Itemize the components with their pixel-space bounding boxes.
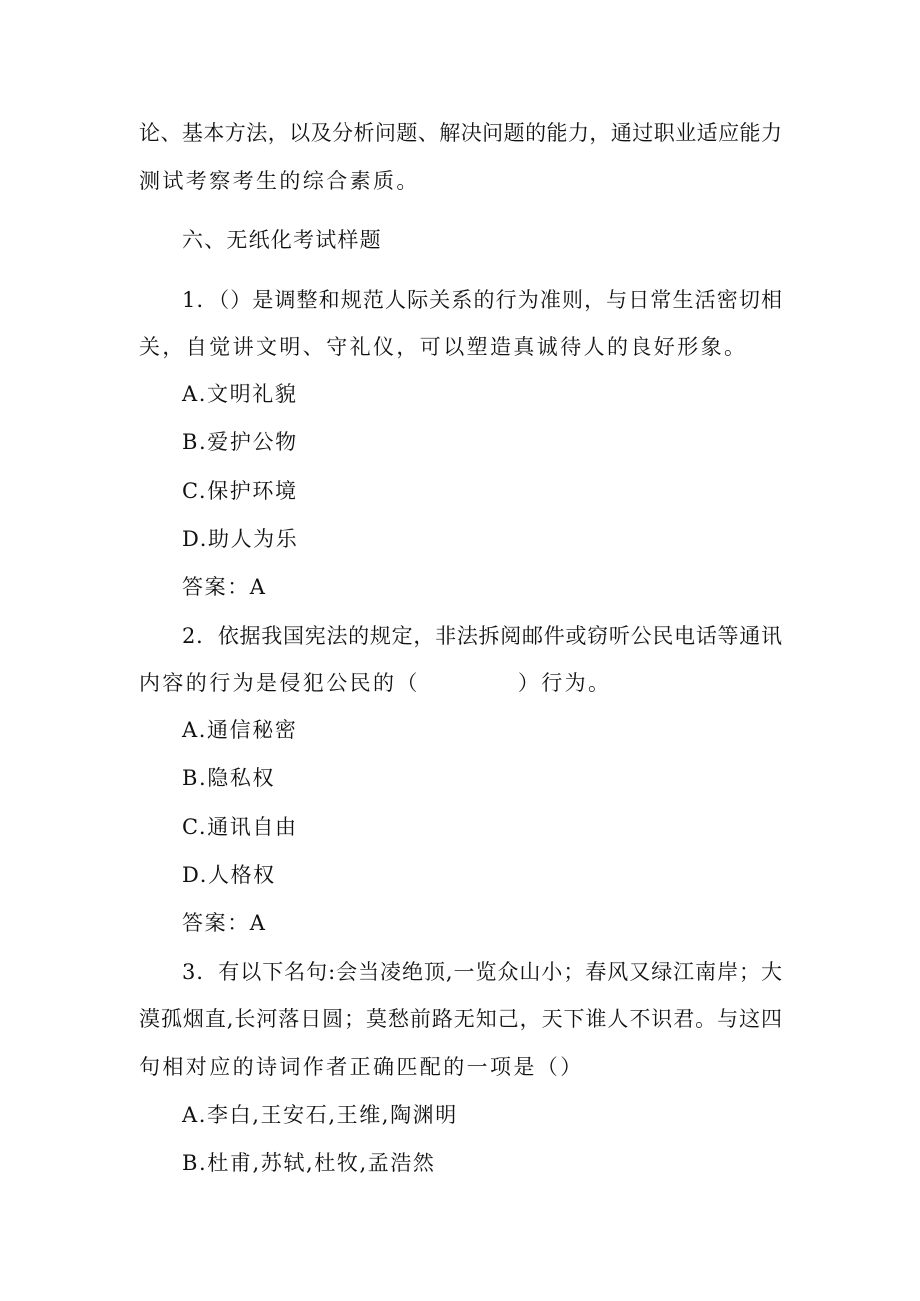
q2-stem-line-2 — [139, 669, 611, 697]
section-heading: 六、无纸化考试样题 — [182, 228, 382, 252]
q1-option-c: C.保护环境 — [182, 479, 298, 503]
intro-line-2: 测试考察考生的综合素质。 — [139, 169, 420, 193]
q2-option-b: B.隐私权 — [182, 766, 276, 790]
q3-stem-line-3: 句相对应的诗词作者正确匹配的一项是（） — [139, 1055, 584, 1079]
q3-option-b: B.杜甫,苏轼,杜牧,孟浩然 — [182, 1151, 436, 1175]
q1-stem-line-2: 关，自觉讲文明、守礼仪，可以塑造真诚待人的良好形象。 — [139, 335, 748, 359]
q1-option-a: A.文明礼貌 — [182, 382, 298, 406]
intro-line-1: 论、基本方法，以及分析问题、解决问题的能力，通过职业适应能力 — [139, 121, 782, 145]
q2-answer: 答案：A — [182, 911, 267, 935]
q2-stem-before-blank: 内容的行为是侵犯公民的（ — [139, 671, 420, 695]
q3-option-a: A.李白,王安石,王维,陶渊明 — [182, 1103, 458, 1127]
q2-option-a: A.通信秘密 — [182, 718, 298, 742]
q3-stem-line-2: 漠孤烟直,长河落日圆；莫愁前路无知己，天下谁人不识君。与这四 — [139, 1007, 782, 1031]
q1-option-b: B.爱护公物 — [182, 430, 298, 454]
q2-option-c: C.通讯自由 — [182, 815, 298, 839]
q2-stem-line-1: 2．依据我国宪法的规定，非法拆阅邮件或窃听公民电话等通讯 — [182, 624, 782, 648]
q2-option-d: D.人格权 — [182, 863, 276, 887]
q1-answer: 答案：A — [182, 575, 267, 599]
q2-stem-after-blank: ）行为。 — [517, 671, 612, 695]
q1-option-d: D.助人为乐 — [182, 527, 299, 551]
q3-stem-line-1: 3．有以下名句:会当凌绝顶,一览众山小；春风又绿江南岸；大 — [182, 960, 782, 984]
q1-stem-line-1: 1．（）是调整和规范人际关系的行为准则，与日常生活密切相 — [182, 288, 782, 312]
